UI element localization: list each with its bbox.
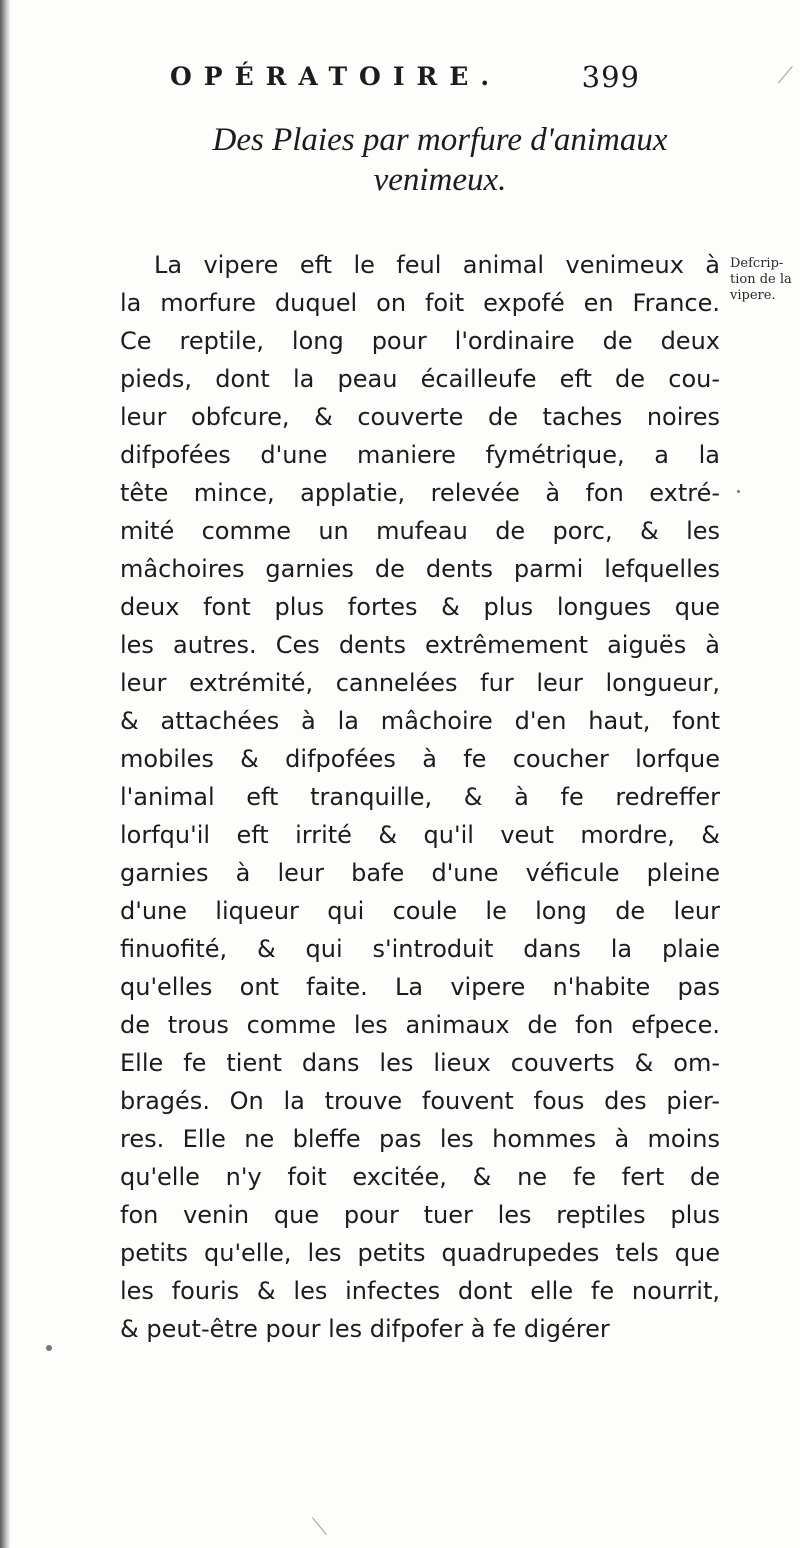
- text-line: l'animal eft tranquille, & à fe redreffer: [120, 783, 720, 811]
- scan-stroke-mark: [778, 66, 793, 83]
- section-title: [180, 120, 700, 200]
- text-line: res. Elle ne bleffe pas les hommes à moins: [120, 1125, 720, 1153]
- text-line: petits qu'elle, les petits quadrupedes tels que: [120, 1239, 720, 1267]
- page-header: [170, 62, 640, 102]
- scan-stroke-mark: [312, 1517, 327, 1534]
- text-line: les fouris & les infectes dont elle fe nourrit,: [120, 1277, 720, 1305]
- text-line: fon venin que pour tuer les reptiles plus: [120, 1201, 720, 1229]
- text-line: lorfqu'il eft irrité & qu'il veut mordre, &: [120, 821, 720, 849]
- margin-note-line: vipere.: [730, 288, 776, 303]
- text-line: mité comme un mufeau de porc, & les: [120, 517, 720, 545]
- text-line: tête mince, applatie, relevée à fon extré-: [120, 479, 720, 507]
- text-line: garnies à leur bafe d'une véficule pleine: [120, 859, 720, 887]
- text-line: d'une liqueur qui coule le long de leur: [120, 897, 720, 925]
- text-line: leur obfcure, & couverte de taches noires: [120, 403, 720, 431]
- text-line: La vipere eft le feul animal venimeux à: [154, 251, 720, 279]
- section-title-line: venimeux.: [373, 162, 507, 198]
- text-line: de trous comme les animaux de fon efpece.: [120, 1011, 720, 1039]
- text-line: & peut-être pour les difpofer à fe digérer: [120, 1315, 610, 1343]
- body-text: [120, 246, 720, 1348]
- text-line: Ce reptile, long pour l'ordinaire de deux: [120, 327, 720, 355]
- text-line: Elle fe tient dans les lieux couverts & om-: [120, 1049, 720, 1077]
- ink-speck: [737, 490, 740, 493]
- text-line: mâchoires garnies de dents parmi lefquelles: [120, 555, 720, 583]
- text-line: leur extrémité, cannelées fur leur longueur,: [120, 669, 720, 697]
- text-line: & attachées à la mâchoire d'en haut, font: [120, 707, 720, 735]
- text-line: deux font plus fortes & plus longues que: [120, 593, 720, 621]
- text-line: finuofité, & qui s'introduit dans la plaie: [120, 935, 720, 963]
- text-line: qu'elle n'y foit excitée, & ne fe fert de: [120, 1163, 720, 1191]
- page-number: 399: [581, 60, 640, 94]
- text-line: mobiles & difpofées à fe coucher lorfque: [120, 745, 720, 773]
- text-line: qu'elles ont faite. La vipere n'habite pas: [120, 973, 720, 1001]
- text-line: pieds, dont la peau écailleufe eft de cou-: [120, 365, 720, 393]
- text-line: les autres. Ces dents extrêmement aiguës à: [120, 631, 720, 659]
- text-line: bragés. On la trouve fouvent fous des pier-: [120, 1087, 720, 1115]
- ink-speck: [46, 1345, 52, 1351]
- text-line: la morfure duquel on foit expofé en France.: [120, 289, 720, 317]
- page-binding-edge: [0, 0, 10, 1548]
- margin-note-line: tion de la: [730, 272, 792, 287]
- text-line: difpofées d'une maniere fymétrique, a la: [120, 441, 720, 469]
- section-title-line: Des Plaies par morfure d'animaux: [212, 122, 668, 158]
- margin-note-line: Defcrip-: [730, 256, 784, 271]
- margin-note: [730, 256, 800, 304]
- running-title: OPÉRATOIRE.: [170, 62, 502, 91]
